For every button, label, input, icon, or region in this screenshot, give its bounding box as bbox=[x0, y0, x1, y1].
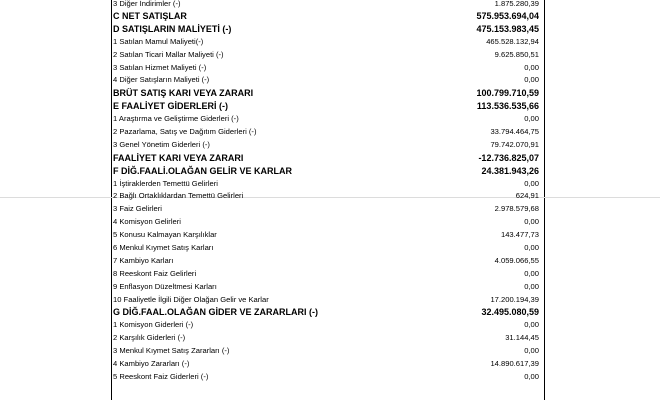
row-value: 4.059.066,55 bbox=[494, 255, 539, 265]
statement-row bbox=[111, 358, 545, 371]
statement-row bbox=[111, 216, 545, 229]
row-value: 33.794.464,75 bbox=[490, 127, 539, 137]
statement-row bbox=[111, 74, 545, 87]
row-value: 0,00 bbox=[524, 178, 539, 188]
statement-row bbox=[111, 268, 545, 281]
statement-row bbox=[111, 255, 545, 268]
statement-row bbox=[111, 113, 545, 126]
row-label: E FAALİYET GİDERLERİ (-) bbox=[113, 101, 229, 112]
row-label: 3 Satılan Hizmet Maliyeti (-) bbox=[113, 62, 207, 72]
row-value: 31.144,45 bbox=[505, 333, 539, 343]
row-value: 143.477,73 bbox=[500, 230, 539, 240]
row-label: 4 Kambiyo Zararları (-) bbox=[113, 359, 190, 369]
statement-total-row bbox=[111, 10, 545, 23]
statement-row bbox=[111, 242, 545, 255]
row-label: FAALİYET KARI VEYA ZARARI bbox=[113, 152, 244, 163]
row-label: C NET SATIŞLAR bbox=[113, 11, 187, 21]
row-value: 0,00 bbox=[524, 75, 539, 85]
row-value: 624,91 bbox=[515, 191, 539, 201]
row-label: 5 Konusu Kalmayan Karşılıklar bbox=[113, 230, 217, 240]
row-value: 100.799.710,59 bbox=[476, 88, 539, 99]
row-value: 465.528.132,94 bbox=[486, 36, 539, 46]
statement-row bbox=[111, 229, 545, 242]
statement-row bbox=[111, 203, 545, 216]
row-value: 2.978.579,68 bbox=[494, 204, 539, 214]
row-value: 0,00 bbox=[524, 320, 539, 330]
row-value: 17.200.194,39 bbox=[490, 294, 539, 304]
statement-row bbox=[111, 178, 545, 191]
row-value: 0,00 bbox=[524, 243, 539, 253]
statement-row bbox=[111, 139, 545, 152]
row-value: 24.381.943,26 bbox=[481, 165, 539, 176]
row-label: 1 Araştırma ve Geliştirme Giderleri (-) bbox=[113, 114, 239, 124]
row-label: 2 Satılan Ticari Mallar Maliyeti (-) bbox=[113, 49, 224, 59]
row-value: -12.736.825,07 bbox=[478, 152, 539, 163]
row-label: 4 Komisyon Gelirleri bbox=[113, 217, 181, 227]
row-value: 0,00 bbox=[524, 371, 539, 381]
row-value: 0,00 bbox=[524, 217, 539, 227]
row-label: 3 Diğer İndirimler (-) bbox=[113, 0, 181, 8]
row-label: 4 Diğer Satışların Maliyeti (-) bbox=[113, 75, 210, 85]
statement-rows bbox=[111, 0, 545, 384]
row-label: 7 Kambiyo Karları bbox=[113, 255, 174, 265]
row-label: 10 Faaliyetle İlgili Diğer Olağan Gelir ve Karlar bbox=[113, 294, 269, 304]
row-value: 113.536.535,66 bbox=[476, 101, 539, 112]
row-value: 0,00 bbox=[524, 114, 539, 124]
row-label: BRÜT SATIŞ KARI VEYA ZARARI bbox=[113, 88, 254, 99]
statement-row bbox=[111, 371, 545, 384]
row-label: 9 Enflasyon Düzeltmesi Karları bbox=[113, 281, 217, 291]
row-value: 575.953.694,04 bbox=[476, 11, 539, 21]
row-label: 6 Menkul Kıymet Satış Karları bbox=[113, 243, 214, 253]
row-label: 3 Genel Yönetim Giderleri (-) bbox=[113, 139, 210, 149]
statement-total-row bbox=[111, 165, 545, 178]
row-label: 1 Satılan Mamul Maliyeti(-) bbox=[113, 36, 204, 46]
row-value: 0,00 bbox=[524, 346, 539, 356]
row-label: 2 Pazarlama, Satış ve Dağıtım Giderleri (-) bbox=[113, 127, 257, 137]
row-value: 1.875.280,39 bbox=[494, 0, 539, 8]
row-label: G DİĞ.FAAL.OLAĞAN GİDER VE ZARARLARI (-) bbox=[113, 307, 318, 318]
row-value: 0,00 bbox=[524, 281, 539, 291]
statement-row bbox=[111, 345, 545, 358]
row-label: 3 Menkul Kıymet Satış Zararları (-) bbox=[113, 346, 230, 356]
row-value: 9.625.850,51 bbox=[494, 49, 539, 59]
row-label: F DİĞ.FAALİ.OLAĞAN GELİR VE KARLAR bbox=[113, 165, 292, 176]
row-value: 475.153.983,45 bbox=[476, 23, 539, 34]
row-label: 2 Karşılık Giderleri (-) bbox=[113, 333, 186, 343]
statement-total-row bbox=[111, 306, 545, 319]
statement-row bbox=[111, 190, 545, 203]
statement-total-row bbox=[111, 100, 545, 113]
statement-row bbox=[111, 36, 545, 49]
statement-row bbox=[111, 294, 545, 307]
statement-row bbox=[111, 319, 545, 332]
row-label: 8 Reeskont Faiz Gelirleri bbox=[113, 268, 197, 278]
row-value: 79.742.070,91 bbox=[490, 139, 539, 149]
statement-row bbox=[111, 281, 545, 294]
statement-total-row bbox=[111, 87, 545, 100]
statement-row bbox=[111, 126, 545, 139]
statement-row bbox=[111, 332, 545, 345]
statement-total-row bbox=[111, 23, 545, 36]
statement-total-row bbox=[111, 152, 545, 165]
statement-row bbox=[111, 62, 545, 75]
row-label: 1 Komisyon Giderleri (-) bbox=[113, 320, 194, 330]
row-value: 0,00 bbox=[524, 268, 539, 278]
statement-row bbox=[111, 0, 545, 10]
row-label: D SATIŞLARIN MALİYETİ (-) bbox=[113, 23, 232, 34]
row-value: 32.495.080,59 bbox=[481, 307, 539, 318]
row-label: 3 Faiz Gelirleri bbox=[113, 204, 162, 214]
row-label: 1 İştiraklerden Temettü Gelirleri bbox=[113, 178, 218, 188]
row-value: 14.890.617,39 bbox=[490, 359, 539, 369]
row-label: 2 Bağlı Ortaklıklardan Temettü Gelirleri bbox=[113, 191, 244, 201]
row-value: 0,00 bbox=[524, 62, 539, 72]
row-label: 5 Reeskont Faiz Giderleri (-) bbox=[113, 371, 209, 381]
statement-row bbox=[111, 49, 545, 62]
